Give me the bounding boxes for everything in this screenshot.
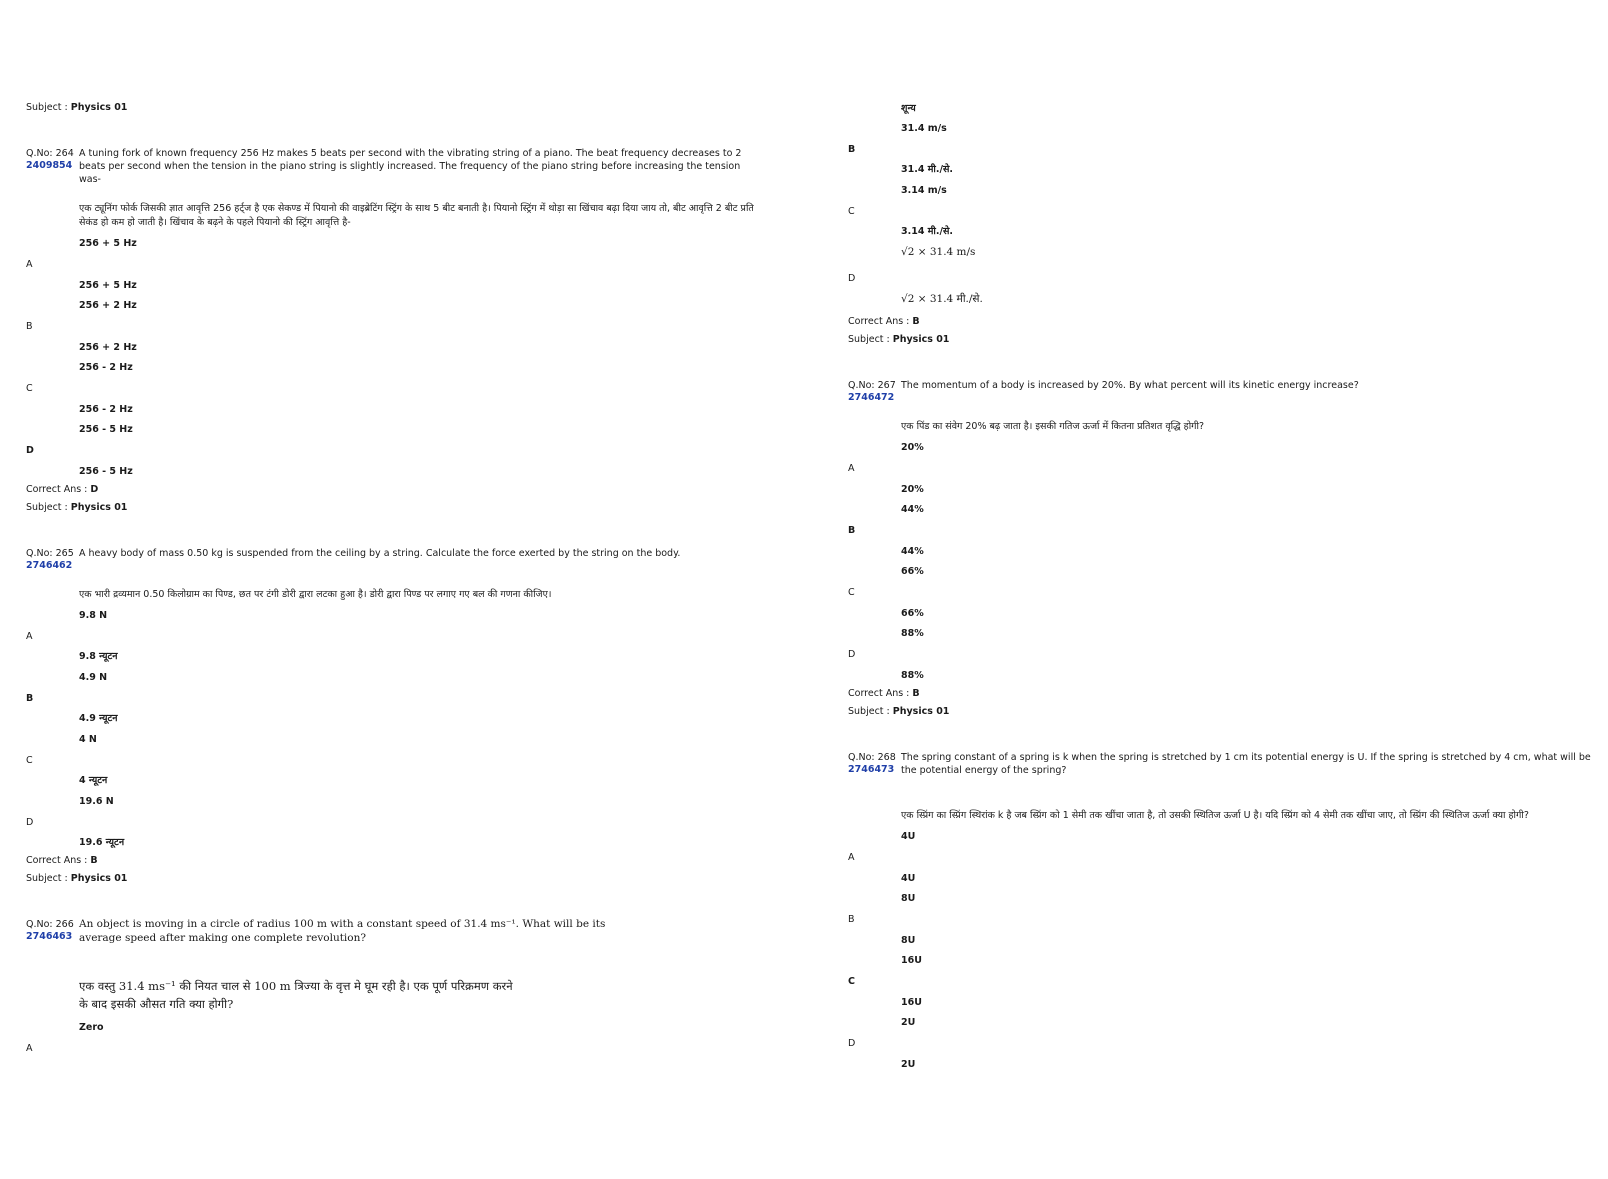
- correct-answer: Correct Ans : B: [848, 316, 920, 327]
- subject-line: Subject : Physics 01: [26, 502, 128, 513]
- option-hi: 3.14 मी./से.: [901, 226, 953, 237]
- option-hi: 9.8 न्यूटन: [79, 651, 118, 662]
- question-number: Q.No: 264: [26, 148, 74, 159]
- option-hi: 66%: [901, 608, 924, 619]
- option-letter: C: [848, 587, 855, 598]
- question-number: Q.No: 268: [848, 752, 896, 763]
- option-en: 4 N: [79, 734, 97, 745]
- option-hi: 31.4 मी./से.: [901, 164, 953, 175]
- question-text-en-line1: An object is moving in a circle of radius 100 m with a constant speed of 31.4 ms⁻¹. What will be its: [79, 918, 606, 930]
- question-text-en-line2: average speed after making one complete revolution?: [79, 932, 367, 944]
- subject-line: Subject : Physics 01: [848, 706, 950, 717]
- question-id: 2746463: [26, 931, 73, 942]
- question-text-en: A tuning fork of known frequency 256 Hz makes 5 beats per second with the vibrating string of a piano. The beat frequency decreases to 2 beats per second when the tension in the piano string is slightly increased. The frequency of the piano string before increasing the tension was-: [79, 148, 742, 185]
- subject-name: Physics 01: [70, 102, 128, 113]
- option-letter-correct: B: [848, 525, 856, 536]
- option-letter-correct: B: [26, 693, 34, 704]
- option-en: 9.8 N: [79, 610, 108, 621]
- option-hi: 256 + 2 Hz: [79, 342, 137, 353]
- option-en: 4U: [901, 831, 916, 842]
- option-letter-correct: B: [848, 144, 856, 155]
- option-letter: B: [848, 914, 855, 925]
- subject-line: Subject : Physics 01: [848, 334, 950, 345]
- option-letter: C: [848, 206, 855, 217]
- option-hi: 8U: [901, 935, 916, 946]
- subject-line: Subject : Physics 01: [26, 102, 128, 113]
- option-letter: D: [26, 817, 34, 828]
- option-en: 66%: [901, 566, 924, 577]
- question-text-hi: एक भारी द्रव्यमान 0.50 किलोग्राम का पिण्ड, छत पर टंगी डोरी द्वारा लटका हुआ है। डोरी द्वारा पिण्ड पर लगाए गए बल की गणना कीजिए।: [79, 589, 552, 600]
- option-en: 256 + 5 Hz: [79, 238, 137, 249]
- option-letter: A: [848, 463, 855, 474]
- question-id: 2746472: [848, 392, 895, 403]
- option-en: 20%: [901, 442, 924, 453]
- option-en: 256 - 2 Hz: [79, 362, 133, 373]
- option-hi: 4 न्यूटन: [79, 775, 108, 786]
- option-en: 44%: [901, 504, 924, 515]
- option-hi: शून्य: [901, 103, 916, 114]
- option-letter: C: [26, 755, 33, 766]
- question-text-hi: एक पिंड का संवेग 20% बढ़ जाता है। इसकी गतिज ऊर्जा में कितना प्रतिशत वृद्धि होगी?: [901, 421, 1205, 432]
- option-en: 31.4 m/s: [901, 123, 947, 134]
- option-hi: 20%: [901, 484, 924, 495]
- option-letter: D: [848, 1038, 856, 1049]
- option-en: Zero: [79, 1022, 104, 1033]
- option-hi: 16U: [901, 997, 922, 1008]
- option-en: 8U: [901, 893, 916, 904]
- option-hi: √2 × 31.4 मी./से.: [901, 293, 983, 305]
- option-hi: 2U: [901, 1059, 916, 1070]
- option-letter-correct: C: [848, 976, 855, 987]
- question-text-hi-line1: एक वस्तु 31.4 ms⁻¹ की नियत चाल से 100 m त्रिज्या के वृत्त मे घूम रही है। एक पूर्ण परिक्रमण करने: [79, 979, 513, 993]
- option-en: √2 × 31.4 m/s: [901, 246, 976, 258]
- question-number: Q.No: 267: [848, 380, 896, 391]
- option-en: 19.6 N: [79, 796, 114, 807]
- option-letter: C: [26, 383, 33, 394]
- option-letter-correct: D: [26, 445, 34, 456]
- question-id: 2746462: [26, 560, 73, 571]
- subject-line: Subject : Physics 01: [26, 873, 128, 884]
- option-en: 256 - 5 Hz: [79, 424, 133, 435]
- question-number: Q.No: 265: [26, 548, 74, 559]
- question-text-hi: एक स्प्रिंग का स्प्रिंग स्थिरांक k है जब स्प्रिंग को 1 सेमी तक खींचा जाता है, तो उसकी स्थितिज ऊर्जा U है। यदि स्प्रिंग को 4 सेमी तक खींचा जाए, तो स्प्रिंग की स्थितिज ऊर्जा क्या होगी?: [901, 810, 1529, 821]
- question-id: 2746473: [848, 764, 895, 775]
- option-hi: 19.6 न्यूटन: [79, 837, 125, 848]
- option-en: 3.14 m/s: [901, 185, 947, 196]
- option-hi: 256 - 5 Hz: [79, 466, 133, 477]
- question-id: 2409854: [26, 160, 73, 171]
- correct-answer: Correct Ans : D: [26, 484, 99, 495]
- option-letter: A: [26, 631, 33, 642]
- option-en: 256 + 2 Hz: [79, 300, 137, 311]
- option-hi: 256 - 2 Hz: [79, 404, 133, 415]
- question-text-en: The spring constant of a spring is k when the spring is stretched by 1 cm its potential energy is U. If the spring is stretched by 4 cm, what will be the potential energy of the spring?: [901, 752, 1591, 776]
- option-en: 16U: [901, 955, 922, 966]
- question-text-hi-line2: के बाद इसकी औसत गति क्या होगी?: [79, 997, 234, 1011]
- option-hi: 256 + 5 Hz: [79, 280, 137, 291]
- question-text-en: A heavy body of mass 0.50 kg is suspended from the ceiling by a string. Calculate the force exerted by the string on the body.: [79, 548, 681, 559]
- option-letter: D: [848, 649, 856, 660]
- option-letter: A: [26, 1043, 33, 1054]
- option-hi: 4U: [901, 873, 916, 884]
- option-letter: B: [26, 321, 33, 332]
- correct-answer: Correct Ans : B: [848, 688, 920, 699]
- option-hi: 44%: [901, 546, 924, 557]
- question-text-en: The momentum of a body is increased by 20%. By what percent will its kinetic energy increase?: [901, 380, 1359, 391]
- option-letter: D: [848, 273, 856, 284]
- option-en: 4.9 N: [79, 672, 108, 683]
- option-letter: A: [848, 852, 855, 863]
- correct-answer: Correct Ans : B: [26, 855, 98, 866]
- option-en: 2U: [901, 1017, 916, 1028]
- question-number: Q.No: 266: [26, 919, 74, 930]
- question-text-hi: एक ट्यूनिंग फोर्क जिसकी ज्ञात आवृत्ति 256 हर्ट्ज है एक सेकण्ड में पियानो की वाइब्रेटिंग स्ट्रिंग के साथ 5 बीट बनाती है। पियानो स्ट्रिंग में थोड़ा सा खिंचाव बढ़ा दिया जाय तो, बीट आवृत्ति 2 बीट प्रति सेकंड हो कम हो जाती है। खिंचाव के बढ़ने के पहले पियानो की स्ट्रिंग आवृत्ति है-: [79, 203, 754, 228]
- option-en: 88%: [901, 628, 924, 639]
- option-hi: 88%: [901, 670, 924, 681]
- option-letter: A: [26, 259, 33, 270]
- option-hi: 4.9 न्यूटन: [79, 713, 118, 724]
